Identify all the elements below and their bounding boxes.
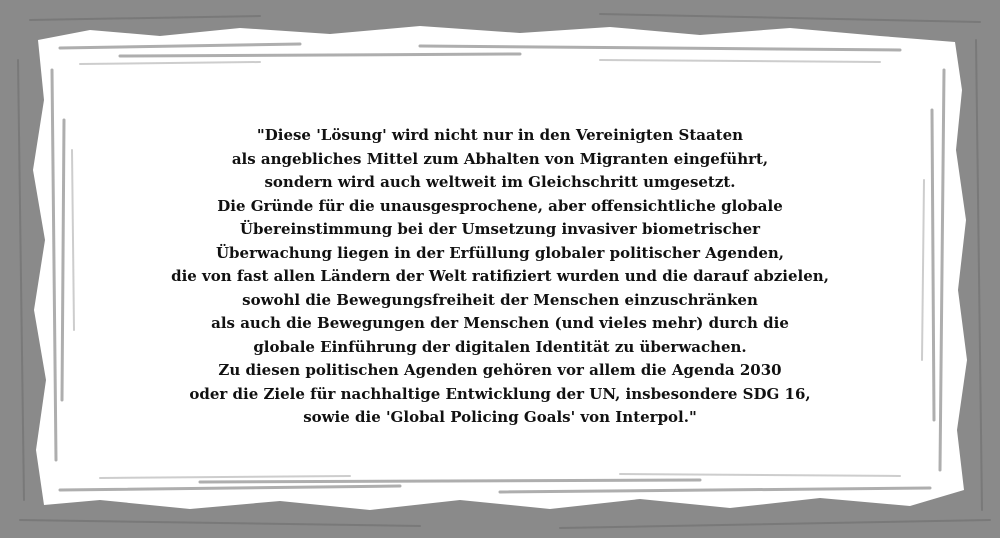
quote-line: sowohl die Bewegungsfreiheit der Menschen einzuschränken [242,290,758,309]
quote-line: sondern wird auch weltweit im Gleichschritt umgesetzt. [264,173,736,191]
quote-line: globale Einführung der digitalen Identität zu überwachen. [253,337,747,356]
quote-line: Zu diesen politischen Agenden gehören vor allem die Agenda 2030 [218,361,782,379]
quote-line: Die Gründe für die unausgesprochene, aber offensichtliche globale [217,196,783,215]
quote-line: Übereinstimmung bei der Umsetzung invasiver biometrischer [239,220,761,238]
quote-line: die von fast allen Ländern der Welt ratifiziert wurden und die darauf abzielen, [171,267,829,285]
quote-line: als angebliches Mittel zum Abhalten von Migranten eingeführt, [231,149,769,168]
quote-line: oder die Ziele für nachhaltige Entwicklung der UN, insbesondere SDG 16, [189,384,811,403]
quote-line: als auch die Bewegungen der Menschen (und vieles mehr) durch die [211,314,789,332]
quote-line: Überwachung liegen in der Erfüllung globaler politischer Agenden, [215,243,785,262]
quote-line: sowie die 'Global Policing Goals' von Interpol." [303,408,697,426]
quote-line: "Diese 'Lösung' wird nicht nur in den Vereinigten Staaten [256,126,744,144]
quote-text-block [120,124,880,430]
